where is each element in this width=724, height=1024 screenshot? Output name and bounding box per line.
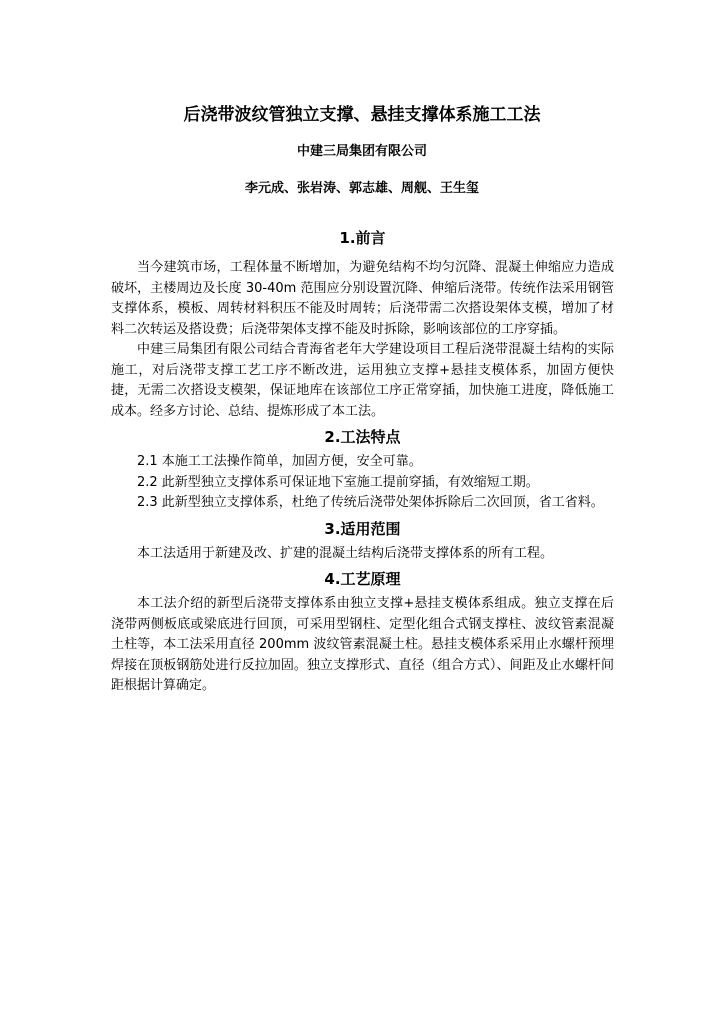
paragraph: 当今建筑市场，工程体量不断增加，为避免结构不均匀沉降、混凝土伸缩应力造成破坏，主楼周边及长度 30-40m 范围应分别设置沉降、伸缩后浇带。传统作法采用钢管支撑体系，模板、周转材料积压不能及时周转；后浇带需二次搭设架体支模，增加了材料二次转运及搭设费；后浇带架体支撑不能及时拆除，影响该部位的工序穿插。 [111,260,614,337]
paragraph: 中建三局集团有限公司结合青海省老年大学建设项目工程后浇带混凝土结构的实际施工，对后浇带支撑工艺工序不断改进，运用独立支撑+悬挂支模体系，加固方便快捷，无需二次搭设支模架，保证地库在该部位工序正常穿插，加快施工进度，降低施工成本。经多方讨论、总结、提炼形成了本工法。 [111,342,614,419]
paragraph: 2.2 此新型独立支撑体系可保证地下室施工提前穿插，有效缩短工期。 [137,474,539,490]
document-title: 后浇带波纹管独立支撑、悬挂支撑体系施工工法 [183,105,541,125]
paragraph: 本工法适用于新建及改、扩建的混凝土结构后浇带支撑体系的所有工程。 [137,545,554,561]
section-heading-1: 1.前言 [339,229,386,247]
paragraph: 2.1 本施工工法操作简单，加固方便，安全可靠。 [137,454,422,469]
paragraph: 2.3 此新型独立支撑体系，杜绝了传统后浇带处架体拆除后二次回顶，省工省料。 [137,495,604,510]
section-heading-2: 2.工法特点 [324,428,401,446]
document-body [111,226,614,697]
paragraph: 本工法介绍的新型后浇带支撑体系由独立支撑+悬挂支模体系组成。独立支撑在后浇带两侧板底或梁底进行回顶，可采用型钢柱、定型化组合式钢支撑柱、波纹管素混凝土柱等，本工法采用直径 200mm 波纹管素混凝土柱。悬挂支模体系采用止水螺杆预埋焊接在顶板钢筋处进行反拉加固。独立支撑形式、直径（组合方式）、间距及止水螺杆间距根据计算确定。 [111,596,614,693]
authors: 李元成、张岩涛、郭志雄、周舰、王生玺 [244,181,479,196]
section-heading-4: 4.工艺原理 [324,570,401,588]
section-heading-3: 3.适用范围 [324,519,401,538]
organization: 中建三局集团有限公司 [296,144,427,159]
